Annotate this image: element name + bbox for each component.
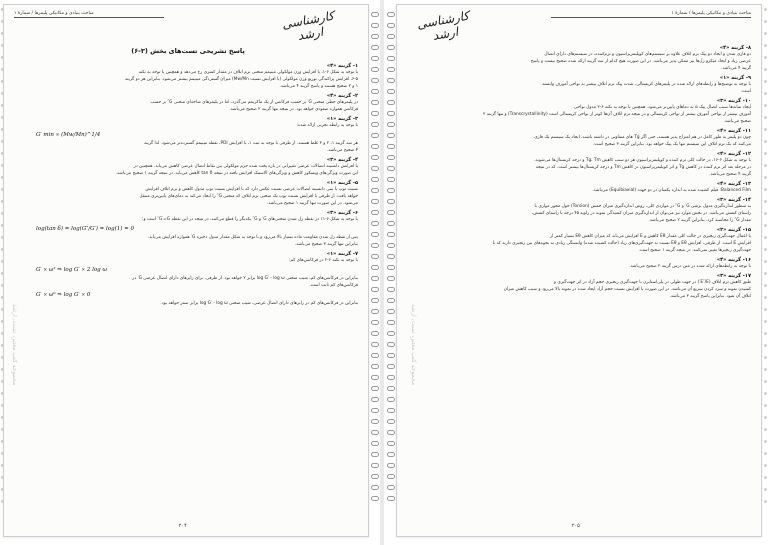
punch-hole — [764, 20, 767, 23]
answer-text: صحیح می‌باشد. — [723, 119, 751, 124]
right-watermark: مجموعه کتب معتبر، تست، ارشد — [410, 303, 417, 385]
answer-heading: ۱۳- گزینه «۴» — [716, 181, 751, 187]
answer-text: می‌شود. در این صورت تنها گزینه ۱ صحیح می‌باشد. — [267, 201, 358, 206]
binding-ring — [371, 419, 379, 424]
punch-hole — [764, 464, 767, 467]
answer-text: با افزایش دانسیته اتصالات عرضی تغییراتی در بازه پخت شده جرم مولکولی بین نقاط اتصال عرضی کاهش می‌یابد. همچنین در — [133, 164, 358, 169]
answer-text: نسبت توپ یا سی دانسیته اتصالات عرضی نسبت عکس دارد که با افزایش نسبت توپ مدول کاهش و ترم اتلاف افزایش — [145, 187, 358, 192]
left-running-header: مباحث بنیادی و مکانیکی پلیمرها / شمارهٔ ۱ — [14, 11, 164, 18]
binding-ring — [387, 210, 395, 215]
answer-text: این صورت ویژگی‌های ویسکوز کاهش و ویژگی‌های الاستیک افزایش یافته در نتیجه tan δ کاهش می‌یابد. در نتیجه گزینه ۱ صحیح می‌باشد. — [115, 171, 358, 176]
punch-hole — [764, 284, 767, 287]
binding-ring — [387, 430, 395, 435]
answer-text: با توجه به شکل ۶-۱، با افزایش وزن مولکولی مینیمم منحنی ترم اتلاف در مقدار کمتری رخ می‌دهد و همچنین با توجه به نکته — [138, 70, 358, 75]
answer-item — [18, 235, 358, 248]
answer-text: خواهد یافت. از طرفی با افزایش نسبت توپ یک منحنی ترم اتلاف که منحنی G″ را ایجاد می‌کند به دمای‌های پایین‌تری منتقل — [139, 194, 358, 199]
punch-hole — [764, 116, 767, 119]
binding-ring — [371, 45, 379, 50]
answer-text: مقدار G″ را محاسبه کرد. بنابراین گزینه ۲ صحیح می‌باشد. — [648, 218, 751, 223]
answer-item — [411, 257, 751, 270]
answer-text: می‌کنند که یک ترم اتلاف این سیستم تنها یک پیک خواهد بود. بنابراین گزینه ۳ صحیح است. — [592, 142, 751, 147]
binding-ring — [387, 496, 395, 501]
punch-hole — [764, 308, 767, 311]
binding-ring — [371, 144, 379, 149]
answer-heading: ۱۰- گزینه «۳» — [716, 98, 751, 104]
binding-ring — [387, 331, 395, 336]
answer-item — [18, 157, 358, 177]
gutter — [380, 0, 384, 545]
punch-hole — [764, 440, 767, 443]
binding-ring — [387, 67, 395, 72]
punch-hole — [764, 68, 767, 71]
answer-heading: ۸- گزینه «۴» — [719, 45, 751, 51]
answer-text: راستای کشش می‌باشد. در بخش موارد نیز می‌توان از اندازه‌گیری میزان کشیدگی نمونه در زاویه ۴۵ درجه با راستای کشش، — [531, 211, 751, 216]
answer-item — [18, 116, 358, 138]
right-content — [411, 45, 751, 518]
binding-ring — [387, 166, 395, 171]
binding-ring — [371, 452, 379, 457]
punch-hole — [764, 224, 767, 227]
punch-hole — [764, 8, 767, 11]
binding-ring — [387, 12, 395, 17]
punch-hole — [764, 404, 767, 407]
answer-item — [411, 273, 751, 300]
answer-text: بنابراین تنها گزینه ۳ صحیح می‌باشد. — [294, 242, 358, 247]
binding-ring — [387, 298, 395, 303]
binding-ring — [371, 408, 379, 413]
binding-ring — [371, 353, 379, 358]
binding-ring — [387, 474, 395, 479]
right-running-header: مباحث بنیادی و مکانیکی پلیمرها / شمارهٔ ۱ — [551, 11, 751, 18]
binding-ring — [387, 45, 395, 50]
binding-ring — [371, 221, 379, 226]
punch-hole — [764, 44, 767, 47]
answer-heading: ۱۴- گزینه «۳» — [716, 197, 751, 203]
binding-ring — [371, 89, 379, 94]
binding-ring — [387, 23, 395, 28]
binding-ring — [387, 254, 395, 259]
answer-item — [18, 141, 358, 154]
binding-ring — [387, 265, 395, 270]
binding-ring — [387, 452, 395, 457]
formula: G′ ∝ ω² ⇒ log G′ ∝ 2 log ω — [36, 267, 107, 273]
answer-text: در مرحله بعد اثر ترم کننده در کاهش Tg و اثر کوپلیمریزاسیون در کاهش Tm و درجه کریستال‌ها بیشتر است. که در نتیجه — [535, 165, 751, 170]
punch-hole — [764, 320, 767, 323]
answer-item — [411, 151, 751, 178]
binding-ring — [371, 265, 379, 270]
answer-text: فرکانس‌های کم ثابت است. — [309, 283, 358, 288]
binding-ring — [387, 133, 395, 138]
punch-hole — [764, 164, 767, 167]
punch-hole — [764, 356, 767, 359]
answer-text: ایجاد شانه‌ها سبب اتصال پیک α به دماهای پایین‌تر می‌شود. همچنین با توجه به نکته ۶-۳ مدول نواحی — [574, 105, 751, 110]
punch-hole — [764, 80, 767, 83]
binding-ring — [371, 12, 379, 17]
right-answer-list — [411, 45, 751, 300]
binding-ring — [387, 111, 395, 116]
binding-ring — [371, 309, 379, 314]
binding-ring — [387, 397, 395, 402]
answer-item — [18, 210, 358, 232]
punch-hole — [764, 32, 767, 35]
left-watermark: مجموعه کتب معتبر، تست، ارشد — [11, 303, 18, 385]
binding-ring — [371, 243, 379, 248]
right-page-number: ۲۰۵ — [571, 523, 580, 529]
punch-hole — [764, 260, 767, 263]
answer-text: ۶-۵، افزایش پراکندگی توزیع وزن مولکولی (یا افزایش نسبت Mw/Mn) میزان گستردگی مینیمم بیشتر می‌شود. بنابراین هر دو گزینه — [124, 77, 358, 82]
punch-hole — [764, 176, 767, 179]
answer-text: هر سه گزینه ۱، ۲ و ۳ غلط هستند. از طرفی با توجه به ثبت ۱، با افزایش PDI، نقطه مینیمم گسترده‌تر می‌شود. لذا گزینه — [143, 141, 358, 146]
binding-ring — [387, 144, 395, 149]
answer-text: طبق کاهش ترم اتلاف (E″/E′) در جهت طولی در پلی‌استایرن با جهت‌گیری زنجیری حجم آزاد در اثر جهت‌گیری و — [553, 280, 751, 285]
answer-text: گزینه ۴ می‌باشد. — [721, 66, 751, 71]
answer-heading: ۹- گزینه «۱» — [719, 75, 751, 81]
binding-ring — [387, 320, 395, 325]
binding-ring — [387, 309, 395, 314]
binding-ring — [387, 375, 395, 380]
binding-ring — [371, 287, 379, 292]
binding-ring — [371, 496, 379, 501]
binding-ring — [371, 441, 379, 446]
binding-ring — [371, 397, 379, 402]
answer-heading: ۱۵- گزینه «۲» — [716, 227, 751, 233]
answer-text: گزینه ۴ صحیح می‌باشد. — [709, 172, 751, 177]
punch-hole — [764, 296, 767, 299]
answer-text: در پلیمرهای خطی منحنی G′ بر حسب فرکانس از یک ماکزیمم می‌گذرد، اما در پلیمرهای شاخه‌ای منحنی G″ بر حسب — [150, 100, 358, 105]
answer-text: کشیدن نمونه و سرد کردن سریع آن می‌باشد. در این صورت با افزایش نسبت حجم آزاد ایجاد شده در نمونه بالا می‌رود و سبب کاهش میزان — [503, 287, 751, 292]
answer-heading: ۶- گزینه «۳» — [326, 210, 358, 216]
left-logo: کارشناسی ارشد — [280, 8, 336, 43]
answer-text: فرکانس همواره صعودی خواهد بود. در نتیجه تنها گزینه ۲ صحیح می‌باشد. — [229, 107, 358, 112]
binding-ring — [371, 342, 379, 347]
punch-hole — [764, 92, 767, 95]
punch-hole — [764, 104, 767, 107]
binding-ring — [387, 100, 395, 105]
binding-ring — [371, 386, 379, 391]
binding-ring — [387, 122, 395, 127]
answer-heading: ۷- گزینه «۱» — [326, 251, 358, 257]
binding-ring — [387, 34, 395, 39]
answer-item — [18, 301, 358, 307]
answer-heading: ۳- گزینه «۱» — [326, 116, 358, 122]
answer-text: ۴ صحیح می‌باشد. — [326, 148, 358, 153]
punch-hole — [764, 128, 767, 131]
answer-text: با توجه به نکته ۶-۲ در فرکانس‌های کم: — [288, 258, 358, 263]
punch-hole — [764, 272, 767, 275]
binding-ring — [371, 463, 379, 468]
edge-holes-right — [763, 8, 768, 533]
binding-ring — [387, 177, 395, 182]
binding-rings-left — [371, 12, 379, 537]
binding-ring — [371, 23, 379, 28]
left-answer-list — [18, 63, 358, 307]
binding-ring — [371, 375, 379, 380]
binding-ring — [387, 155, 395, 160]
binding-ring — [387, 287, 395, 292]
answer-text: جهت‌گیری زنجیرها تغییر نمی‌کنند. در نتیجه گزینه ۱ صحیح است. — [638, 248, 751, 253]
punch-hole — [764, 212, 767, 215]
binding-ring — [371, 210, 379, 215]
binding-ring — [371, 320, 379, 325]
section-title: پاسخ تشریحی تست‌های بخش (۳-۶) — [131, 47, 245, 55]
binding-ring — [371, 67, 379, 72]
binding-ring — [387, 56, 395, 61]
binding-ring — [387, 408, 395, 413]
binding-ring — [387, 232, 395, 237]
answer-text: با توجه به شکل ۶-۱۶، در حالت کلی ترم کننده و کوپلیمریزاسیون هر دو سبب کاهش Tg، Tm و درجه کریستال‌ها می‌شوند. — [534, 158, 751, 163]
formula: log(tan δ) = log(G″/G′) = log(1) = 0 — [36, 226, 134, 232]
answer-item — [411, 181, 751, 194]
answer-item — [411, 227, 751, 254]
right-logo: کارشناسی ارشد — [415, 8, 471, 43]
punch-hole — [764, 152, 767, 155]
answer-text: با توجه به رابطه‌های ارائه شده در متن درس گزینه ۲ صحیح می‌باشد. — [629, 264, 751, 269]
binding-ring — [387, 419, 395, 424]
punch-hole — [764, 236, 767, 239]
answer-item — [411, 128, 751, 148]
binding-ring — [371, 177, 379, 182]
answer-text: با توجه به توضیح‌ها و رابطه‌های ارائه شده در پلیمرهای کریستالی، شدت پیک ترم اتلاف بیشتر به نواحی آمورف وابسته — [542, 82, 751, 87]
punch-hole — [764, 56, 767, 59]
answer-text: دو فازی شدن و ایجاد دو پیک ترم اتلاف علاوه بر سیستم‌های کوپلیمریزاسیون و ترم‌کننده، در سیستم‌های دارای اتصال — [544, 52, 751, 57]
answer-text: با توجه به رابطه تجربی ارائه شده: — [296, 123, 358, 128]
answer-heading: ۵- گزینه «۱» — [326, 180, 358, 186]
answer-heading: ۴- گزینه «۳» — [326, 157, 358, 163]
binding-ring — [371, 166, 379, 171]
punch-hole — [764, 188, 767, 191]
answer-item — [411, 197, 751, 224]
answer-text: با توجه به شکل ۶-۱۱ در نقطه ژل شدن منحنی‌های G′ و G″ یکدیگر را قطع می‌کنند، در نتیجه در این نقطه G′=G″ است و: — [142, 217, 358, 222]
binding-ring — [371, 188, 379, 193]
answer-heading: ۱۶- گزینه «۴» — [716, 257, 751, 263]
answer-heading: ۱۷- گزینه «۳» — [716, 273, 751, 279]
answer-text: ۱ و ۲ صحیح هستند و پاسخ گزینه ۴ می‌باشد. — [279, 84, 358, 89]
binding-ring — [371, 430, 379, 435]
binding-ring — [371, 56, 379, 61]
binding-ring — [387, 386, 395, 391]
answer-text: اتلاف آن شود. بنابراین پاسخ گزینه ۳ می‌باشد. — [669, 294, 751, 299]
punch-hole — [764, 140, 767, 143]
binding-ring — [371, 78, 379, 83]
answer-item — [18, 251, 358, 273]
answer-heading: ۲- گزینه «۴» — [326, 93, 358, 99]
answer-item — [411, 98, 751, 125]
binding-ring — [371, 331, 379, 336]
answer-item — [18, 93, 358, 113]
answer-item — [411, 45, 751, 72]
punch-hole — [764, 452, 767, 455]
answer-text: Balanced Film: فیلم کشیده شده به اندازه یکسان در دو جهت (Equibiaxial) می‌باشد. — [592, 188, 751, 193]
left-page — [3, 4, 369, 537]
punch-hole — [764, 500, 767, 503]
punch-hole — [764, 488, 767, 491]
punch-hole — [764, 476, 767, 479]
answer-text: بنابراین در فرکانس‌های کم، شیب منحنی log G′ - log ω برابر ۲ خواهد بود. از طرفی، برای رابرهای دارای اتصال عرضی G′ در — [132, 276, 358, 281]
binding-ring — [387, 441, 395, 446]
punch-hole — [764, 416, 767, 419]
binding-ring — [387, 89, 395, 94]
answer-text: عرضی زیاد و ایجاد میکرو ژل‌ها نیز ممکن پذیر می‌باشد. در این صورت هیچ کدام از سه گزینه ارائه شده صحیح نیست و پاسخ — [530, 59, 751, 64]
binding-ring — [387, 243, 395, 248]
answer-item — [18, 180, 358, 207]
right-page — [396, 4, 762, 537]
binding-ring — [371, 199, 379, 204]
answer-item — [411, 75, 751, 95]
punch-hole — [764, 392, 767, 395]
punch-hole — [764, 428, 767, 431]
binding-ring — [387, 199, 395, 204]
answer-text: است. — [740, 89, 751, 94]
binding-ring — [371, 133, 379, 138]
answer-text: آمورف بیشتر از نواحی آمورف بیشتر از نواحی کریستالی و در نتیجه ترم اتلاف آن‌ها کوتر از نواحی کریستالی است (Transcrystallinity) و تنها گزینه ۲ — [483, 112, 751, 117]
answer-text: با اعمال جهت‌گیری زنجیری در حالت کلی مقدار Eθ کاهش و E افزایش می‌یابد که میزان کاهش Eθ بسیار کمتر از — [550, 234, 751, 239]
binding-ring — [387, 342, 395, 347]
binding-ring — [387, 364, 395, 369]
binding-ring — [371, 111, 379, 116]
binding-ring — [371, 474, 379, 479]
answer-text: بنابراین در فرکانس‌های کم در رابرهای دارای اتصال عرضی، شیب منحنی log G′ - log ω برابر صفر خواهد بود. — [160, 301, 358, 306]
answer-item — [18, 276, 358, 298]
answer-text: چون دو پلیمر به طور کامل در هم امتزاج پذیر هستند، حتی اگر Tg های متفاوتی در داشته باشند، ایجاد یک سیستم تک فازی — [534, 135, 751, 140]
punch-hole — [764, 248, 767, 251]
binding-ring — [371, 100, 379, 105]
punch-hole — [764, 344, 767, 347]
binding-ring — [371, 276, 379, 281]
binding-ring — [387, 485, 395, 490]
binding-ring — [387, 353, 395, 358]
punch-hole — [764, 200, 767, 203]
answer-heading: ۱- گزینه «۴» — [326, 63, 358, 69]
answer-heading: ۱۲- گزینه «۴» — [716, 151, 751, 157]
binding-ring — [387, 276, 395, 281]
answer-text: افزایش E است. از طرفی، افزایش Eθ و Eθ نسبت به جهت‌گیری‌های زیاد (حالت کشیده شده) وابستگی زیادی به نحوه‌های بین زنجیری دارند که با — [492, 241, 751, 246]
binding-ring — [371, 232, 379, 237]
punch-hole — [764, 368, 767, 371]
binding-ring — [371, 364, 379, 369]
binding-ring — [371, 298, 379, 303]
punch-hole — [764, 380, 767, 383]
formula: G′ min ∝ (Mw/Mn)^1/4 — [36, 132, 101, 138]
answer-text: پس از نقطه ژل شدن مقاومت ماده بسیار بالا می‌رود و با توجه به شکل مقدار مدول ذخیره G′ همواره افزایش می‌یابد. — [147, 235, 358, 240]
left-content — [18, 47, 358, 518]
answer-heading: ۱۱- گزینه «۴» — [716, 128, 751, 134]
binding-ring — [387, 78, 395, 83]
binding-ring — [387, 221, 395, 226]
binding-ring — [371, 485, 379, 490]
formula: G′ ∝ ω⁰ ⇒ log G′ ∝ 0 — [36, 292, 91, 298]
answer-item — [18, 63, 358, 90]
punch-hole — [764, 332, 767, 335]
binding-ring — [371, 122, 379, 127]
binding-ring — [371, 34, 379, 39]
binding-ring — [371, 155, 379, 160]
binding-ring — [371, 254, 379, 259]
binding-ring — [387, 463, 395, 468]
answer-text: به منظور اندازه‌گیری مدول برشی G′ و G″ در مواردی کلی، روش اندازه‌گیری میزان خمش (Torsion) حول محور موازی با — [534, 204, 751, 209]
left-page-number: ۲۰۴ — [178, 523, 187, 529]
binding-rings-right — [387, 12, 395, 537]
binding-ring — [387, 188, 395, 193]
